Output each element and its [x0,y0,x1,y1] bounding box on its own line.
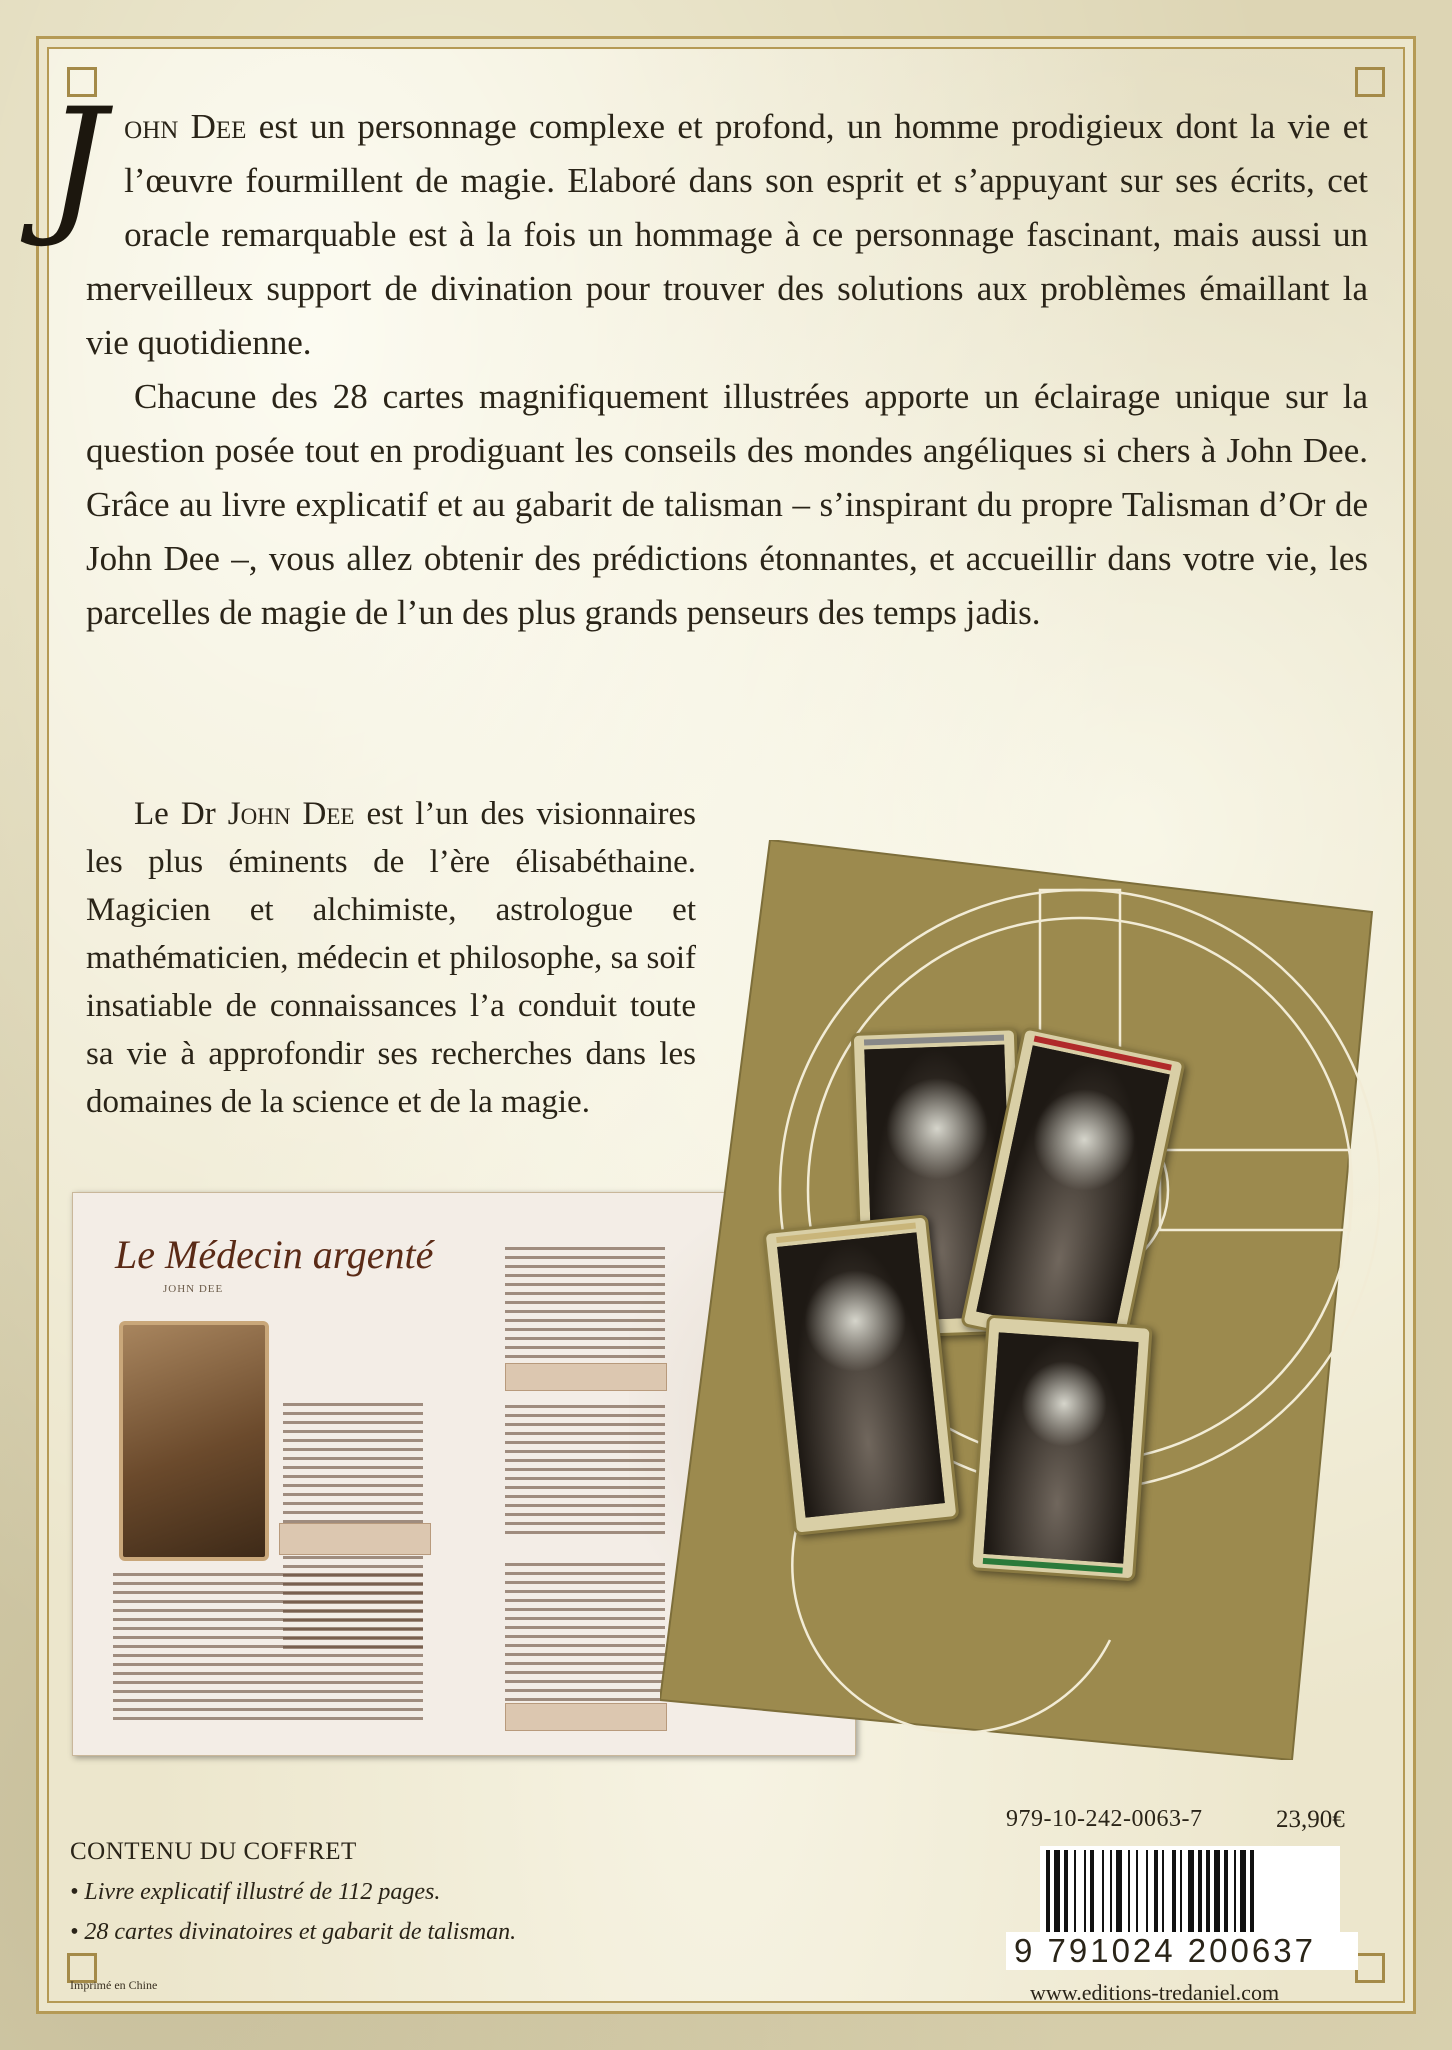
card-bar [864,1035,1004,1046]
box-contents-item: • 28 cartes divinatoires et gabarit de talisman. [70,1919,517,1945]
drop-cap: J [46,77,107,251]
spread-title: Le Médecin argenté [115,1232,434,1277]
spread-quote-box [279,1523,431,1555]
spread-text-block [505,1247,665,1377]
frame-corner-ornament [1355,1953,1385,1983]
box-contents-item: • Livre explicatif illustré de 112 pages. [70,1879,441,1905]
biography-name: John Dee [227,796,355,832]
isbn: 979-10-242-0063-7 [1006,1806,1203,1832]
biography-rest: est l’un des visionnaires les plus éminents de l’ère élisabéthaine. Magicien et alchimiste, astrologue et mathématicien, médecin et philosophe, sa soif insatiable de connaissances l’a conduit toute sa vie à approfondir ses recherches dans les domaines de la science et de la magie. [86,796,696,1120]
barcode-digits: 9 791024 200637 [1006,1932,1358,1970]
biography-text [86,790,696,1126]
intro-paragraph-2: Chacune des 28 cartes magnifiquement illustrées apporte un éclairage unique sur la question posée tout en prodiguant les conseils des mondes angéliques si chers à John Dee. Grâce au livre explicatif et au gabarit de talisman – s’inspirant du propre Talisman d’Or de John Dee –, vous allez obtenir des prédictions étonnantes, et accueillir dans votre vie, les parcelles de magie de l’un des plus grands penseurs des temps jadis. [86,377,1368,632]
spread-subtitle: JOHN DEE [163,1283,224,1295]
biography-lead: Le Dr [134,796,228,832]
box-contents-heading: CONTENU DU COFFRET [70,1838,357,1865]
frame-corner-ornament [1355,67,1385,97]
intro-paragraph-1-text: est un personnage complexe et profond, un homme prodigieux dont la vie et l’œuvre fourmillent de magie. Elaboré dans son esprit et s’appuyant sur ses écrits, cet oracle remarquable est à la fois un hommage à ce personnage fascinant, mais aussi un merveilleux support de divination pour trouver des solutions aux problèmes émaillant la vie quotidienne. [86,107,1368,362]
spread-text-block [505,1405,665,1535]
tarot-card [969,1315,1152,1582]
intro-name: ohn Dee [124,107,247,146]
price: 23,90€ [1276,1806,1345,1833]
spread-quote-box [505,1363,667,1391]
spread-text-block [113,1573,423,1723]
intro-text [46,77,1368,640]
talisman-board-image [660,840,1380,1760]
card-illustration [777,1232,945,1517]
spread-quote-box [505,1703,667,1731]
spread-card-illustration [119,1321,269,1561]
box-contents [70,1832,516,1952]
tarot-card [762,1214,959,1536]
publisher-website: www.editions-tredaniel.com [1030,1980,1280,2005]
printed-in-label: Imprimé en Chine [70,1978,158,1992]
biography-paragraph [86,790,696,1126]
intro-paragraph-1 [46,77,1368,370]
spread-text-block [505,1563,665,1713]
card-illustration [983,1332,1138,1563]
